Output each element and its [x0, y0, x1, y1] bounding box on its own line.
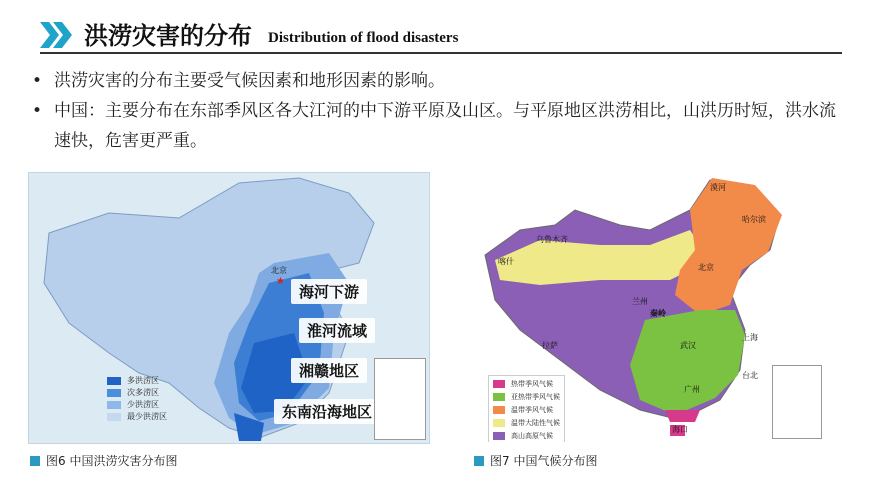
- label-xianggan: 湘赣地区: [291, 358, 367, 383]
- label-huaihe: 淮河流域: [299, 318, 375, 343]
- city-mohe: 漠河: [710, 183, 726, 192]
- bullet-marker: •: [32, 101, 43, 121]
- caption-marker: [474, 456, 484, 466]
- legend-item: 高山高原气候: [493, 430, 560, 442]
- page-subtitle: Distribution of flood disasters: [268, 30, 459, 46]
- double-chevron-icon: [40, 22, 74, 48]
- bullet-list: [30, 66, 850, 156]
- city-lhasa: 拉萨: [542, 341, 558, 350]
- city-urumqi: 乌鲁木齐: [536, 235, 568, 244]
- label-qinling: 秦岭: [650, 309, 666, 318]
- city-wuhan: 武汉: [680, 341, 696, 350]
- star-icon: ★: [276, 276, 285, 287]
- caption-marker: [30, 456, 40, 466]
- bullet-text: 洪涝灾害的分布主要受气候因素和地形因素的影响。: [54, 71, 445, 91]
- legend-swatch: [107, 413, 121, 421]
- legend-swatch: [107, 401, 121, 409]
- city-shanghai: 上海: [742, 333, 758, 342]
- label-southeast-coast: 东南沿海地区: [274, 399, 380, 424]
- legend-item: 少洪涝区: [107, 399, 167, 411]
- legend-swatch: [107, 389, 121, 397]
- legend-item: 热带季风气候: [493, 378, 560, 391]
- legend-item: 多洪涝区: [107, 375, 167, 387]
- legend-swatch: [107, 377, 121, 385]
- figure-caption-7: 图7 中国气候分布图: [474, 452, 597, 469]
- legend-swatch: [493, 432, 505, 440]
- legend-item: 次多涝区: [107, 387, 167, 399]
- city-haikou: 海口: [672, 425, 688, 434]
- label-haihe: 海河下游: [291, 279, 367, 304]
- city-harbin: 哈尔滨: [742, 215, 766, 224]
- legend-item: 亚热带季风气候: [493, 391, 560, 404]
- bullet-text: 中国：主要分布在东部季风区各大江河的中下游平原及山区。与平原地区洪涝相比，山洪历时短，洪水流速快，危害更严重。: [54, 101, 836, 151]
- header-divider: [40, 52, 842, 54]
- legend-swatch: [493, 406, 505, 414]
- bullet-item: [30, 66, 850, 96]
- figure-caption-6: 图6 中国洪涝灾害分布图: [30, 452, 177, 469]
- flood-distribution-map: [28, 172, 430, 444]
- legend-item: 最少洪涝区: [107, 411, 167, 423]
- south-china-sea-inset: [374, 358, 426, 440]
- city-taipei: 台北: [742, 371, 758, 380]
- legend-item: 温带季风气候: [493, 404, 560, 417]
- flood-map-legend: [107, 375, 167, 423]
- legend-swatch: [493, 393, 505, 401]
- city-lanzhou: 兰州: [632, 297, 648, 306]
- climate-distribution-map: [480, 170, 825, 442]
- legend-swatch: [493, 419, 505, 427]
- page-header: [40, 20, 840, 54]
- city-guangzhou: 广州: [684, 385, 700, 394]
- city-kashgar: 喀什: [498, 257, 514, 266]
- south-china-sea-inset: [772, 365, 822, 439]
- city-beijing: 北京: [698, 263, 714, 272]
- bullet-item: [30, 96, 850, 156]
- legend-swatch: [493, 380, 505, 388]
- bullet-marker: •: [32, 71, 43, 91]
- page-title: 洪涝灾害的分布: [84, 22, 252, 50]
- climate-map-legend: [488, 375, 565, 442]
- city-beijing: 北京: [271, 266, 287, 275]
- legend-item: 温带大陆性气候: [493, 417, 560, 430]
